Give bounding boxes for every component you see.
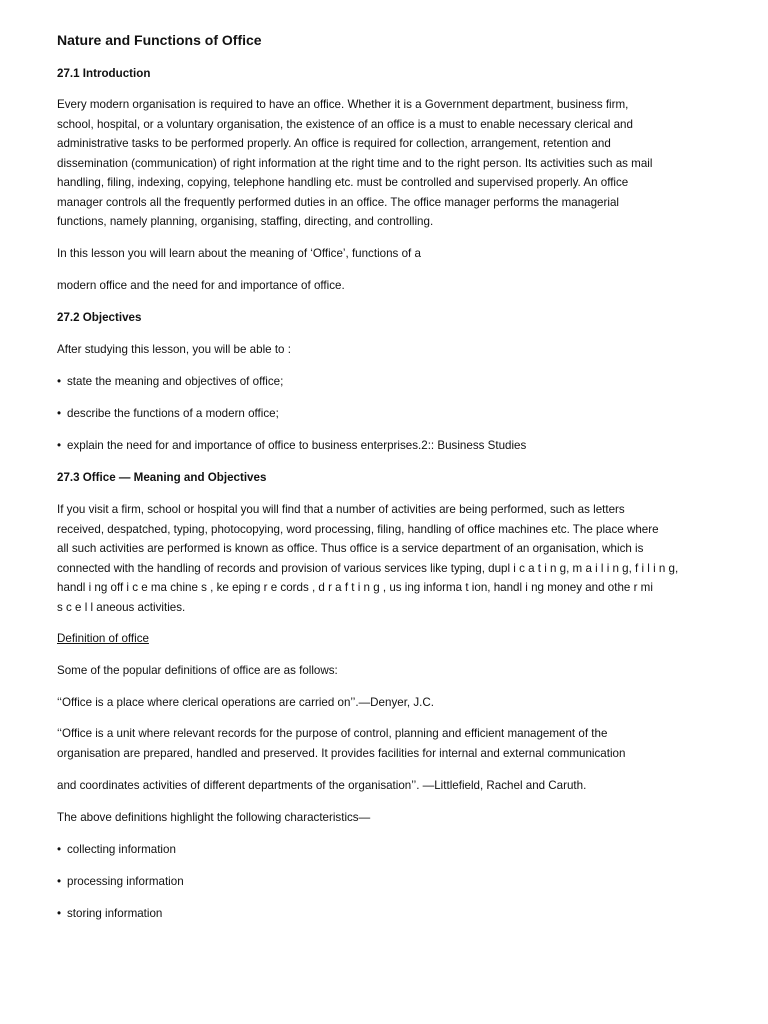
characteristic-item bbox=[57, 872, 725, 892]
paragraph-line: Every modern organisation is required to have an office. Whether it is a Government department, business firm, bbox=[57, 98, 629, 111]
objective-item bbox=[57, 372, 725, 392]
paragraph-line: If you visit a firm, school or hospital you will find that a number of activities are being performed, such as letters bbox=[57, 503, 625, 516]
definition-quote-littlefield bbox=[57, 724, 725, 763]
characteristic-text: storing information bbox=[67, 907, 163, 920]
characteristics-lead: The above definitions highlight the following characteristics— bbox=[57, 811, 371, 824]
paragraph-line: functions, namely planning, organising, staffing, directing, and controlling. bbox=[57, 215, 434, 228]
section-heading-meaning: 27.3 Office — Meaning and Objectives bbox=[57, 471, 267, 484]
paragraph-line: dissemination (communication) of right information at the right time and to the right person. Its activities such as mail bbox=[57, 156, 653, 170]
quote-line: ‘‘Office is a unit where relevant records for the purpose of control, planning and efficient management of the bbox=[57, 727, 608, 740]
bullet-icon: • bbox=[57, 843, 62, 856]
definition-heading: Definition of office bbox=[57, 632, 149, 645]
bullet-icon: • bbox=[57, 875, 62, 888]
bullet-icon: • bbox=[57, 375, 62, 388]
paragraph-line: received, despatched, typing, photocopying, word processing, filing, handling of office machines etc. The place where bbox=[57, 522, 659, 536]
objective-item bbox=[57, 404, 725, 424]
definition-lead: Some of the popular definitions of office are as follows: bbox=[57, 664, 338, 677]
paragraph-line: all such activities are performed is known as office. Thus office is a service department of an organisation, which is bbox=[57, 542, 644, 555]
characteristic-text: collecting information bbox=[67, 843, 176, 856]
paragraph-line: administrative tasks to be performed properly. An office is required for collection, arrangement, retention and bbox=[57, 137, 611, 150]
introduction-paragraph bbox=[57, 95, 725, 232]
section-heading-objectives: 27.2 Objectives bbox=[57, 311, 142, 324]
document-title: Nature and Functions of Office bbox=[57, 32, 262, 48]
objective-text: state the meaning and objectives of office; bbox=[67, 375, 284, 388]
characteristic-item bbox=[57, 840, 725, 860]
objective-item bbox=[57, 436, 725, 456]
bullet-icon: • bbox=[57, 907, 62, 920]
paragraph-line: handling, filing, indexing, copying, telephone handling etc. must be controlled and supervised properly. An office bbox=[57, 176, 629, 189]
section-heading-introduction: 27.1 Introduction bbox=[57, 67, 151, 80]
lesson-text-line-2: modern office and the need for and importance of office. bbox=[57, 279, 345, 292]
characteristic-text: processing information bbox=[67, 875, 184, 888]
bullet-icon: • bbox=[57, 439, 62, 452]
quote-line: organisation are prepared, handled and preserved. It provides facilities for internal and external communication bbox=[57, 746, 626, 760]
paragraph-line: s c e l l aneous activities. bbox=[57, 600, 186, 614]
objective-text: describe the functions of a modern office; bbox=[67, 407, 279, 420]
bullet-icon: • bbox=[57, 407, 62, 420]
objectives-lead: After studying this lesson, you will be able to : bbox=[57, 343, 291, 356]
paragraph-line: connected with the handling of records and provision of various services like typing, dupl i c a t i n g, m a i l i n g, f i l i n g, bbox=[57, 561, 679, 575]
paragraph-line: manager controls all the frequently performed duties in an office. The office manager performs the managerial bbox=[57, 195, 619, 209]
characteristic-item bbox=[57, 904, 725, 924]
objective-text: explain the need for and importance of office to business enterprises.2:: Business Studies bbox=[67, 439, 527, 452]
meaning-paragraph bbox=[57, 500, 725, 617]
paragraph-line: handl i ng off i c e ma chine s , ke eping r e cords , d r a f t i n g , us ing informa t ion, handl i ng money and othe r mi bbox=[57, 581, 653, 594]
definition-quote-denyer: ‘‘Office is a place where clerical operations are carried on’’.—Denyer, J.C. bbox=[57, 696, 434, 709]
lesson-text-line-1: In this lesson you will learn about the meaning of ‘Office’, functions of a bbox=[57, 247, 421, 260]
paragraph-line: school, hospital, or a voluntary organisation, the existence of an office is a must to enable necessary clerical and bbox=[57, 117, 633, 131]
definition-quote-end: and coordinates activities of different departments of the organisation’’. —Littlefield, Rachel and Caruth. bbox=[57, 779, 587, 792]
